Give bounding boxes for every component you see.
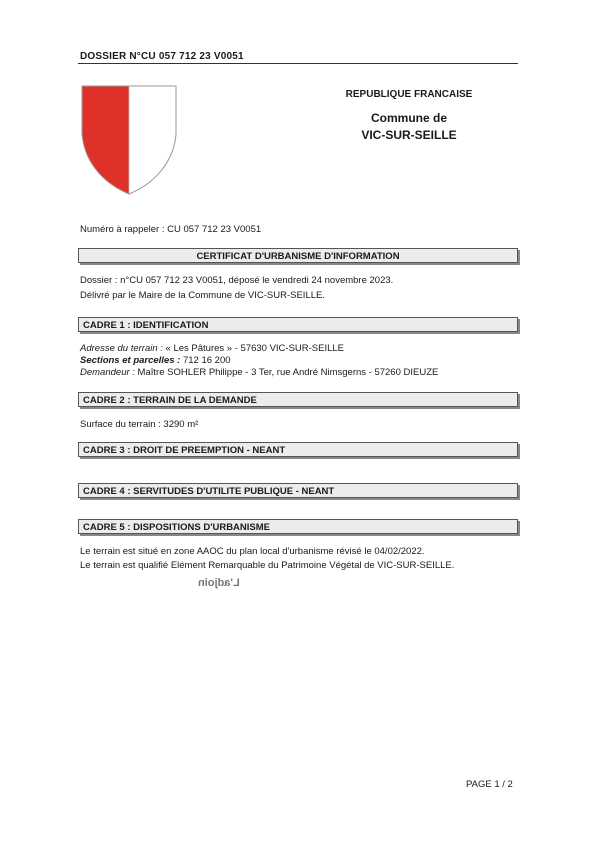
republique-francaise: REPUBLIQUE FRANCAISE bbox=[345, 89, 473, 100]
certificat-title-bar: CERTIFICAT D'URBANISME D'INFORMATION bbox=[78, 248, 518, 263]
cadre2-title-bar: CADRE 2 : TERRAIN DE LA DEMANDE bbox=[78, 392, 518, 407]
sections-label: Sections et parcelles : bbox=[80, 355, 181, 366]
cadre5-title-bar: CADRE 5 : DISPOSITIONS D'URBANISME bbox=[78, 519, 518, 534]
disposition-line1: Le terrain est situé en zone AAOC du plan local d'urbanisme révisé le 04/02/2022. bbox=[80, 546, 425, 557]
sections-value: 712 16 200 bbox=[180, 355, 231, 366]
cadre1-title-bar: CADRE 1 : IDENTIFICATION bbox=[78, 317, 518, 332]
cadre3-title-bar: CADRE 3 : DROIT DE PREEMPTION - NEANT bbox=[78, 442, 518, 457]
disposition-line2: Le terrain est qualifié Elément Remarquable du Patrimoine Végétal de VIC-SUR-SEILLE. bbox=[80, 560, 455, 571]
dossier-info-line2: Délivré par le Maire de la Commune de VIC-SUR-SEILLE. bbox=[80, 290, 325, 301]
sections-parcelles bbox=[80, 355, 231, 366]
adresse-label: Adresse du terrain : bbox=[80, 343, 163, 354]
adresse-value: « Les Pâtures » - 57630 VIC-SUR-SEILLE bbox=[162, 343, 345, 354]
numero-rappeler: Numéro à rappeler : CU 057 712 23 V0051 bbox=[80, 224, 262, 235]
bleed-through-note: L'adjoin bbox=[198, 577, 240, 589]
surface-terrain: Surface du terrain : 3290 m² bbox=[80, 419, 199, 430]
dossier-info-line1: Dossier : n°CU 057 712 23 V0051, déposé le vendredi 24 novembre 2023. bbox=[80, 275, 394, 286]
demandeur bbox=[80, 367, 438, 378]
adresse-terrain bbox=[80, 343, 344, 354]
demandeur-label: Demandeur : bbox=[80, 367, 135, 378]
commune-title bbox=[300, 110, 518, 144]
page-number: PAGE 1 / 2 bbox=[466, 779, 513, 790]
coat-of-arms-icon bbox=[80, 84, 178, 196]
dossier-header: DOSSIER N°CU 057 712 23 V0051 bbox=[80, 51, 244, 62]
commune-name: VIC-SUR-SEILLE bbox=[361, 128, 457, 142]
header-divider bbox=[78, 63, 518, 64]
demandeur-value: Maître SOHLER Philippe - 3 Ter, rue André Nimsgerns - 57260 DIEUZE bbox=[134, 367, 439, 378]
commune-line1: Commune de bbox=[370, 111, 447, 125]
cadre4-title-bar: CADRE 4 : SERVITUDES D'UTILITE PUBLIQUE - NEANT bbox=[78, 483, 518, 498]
